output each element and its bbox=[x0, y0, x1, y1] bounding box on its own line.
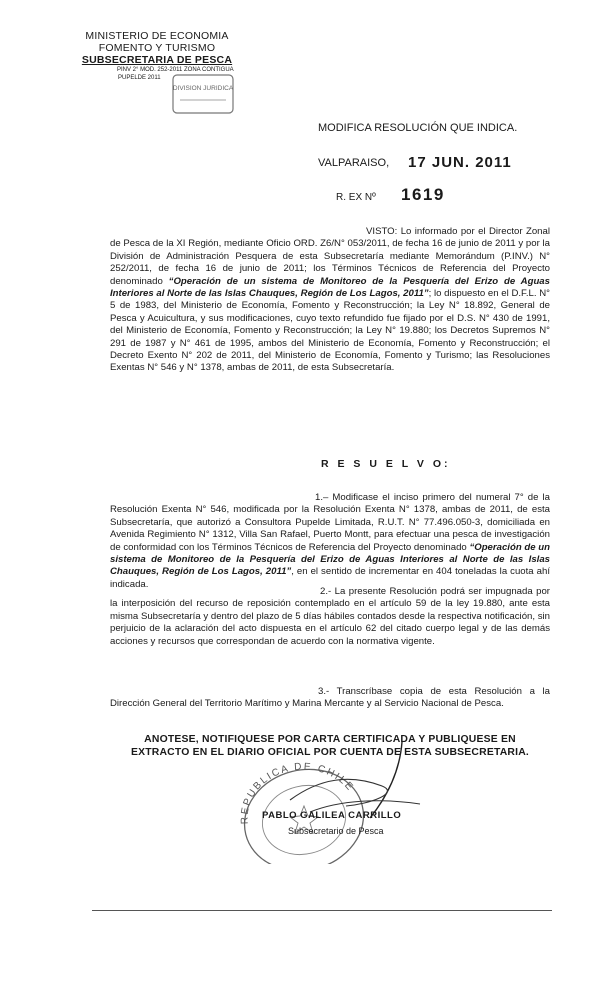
document-date: 17 JUN. 2011 bbox=[408, 154, 512, 171]
ministry-name: MINISTERIO DE ECONOMIA bbox=[85, 30, 229, 42]
signatory-name: PABLO GALILEA CARRILLO bbox=[262, 810, 402, 821]
resolution-item-1 bbox=[110, 492, 550, 591]
visto-project-name: “Operación de un sistema de Monitoreo de la Pesquería del Erizo de Aguas Interiores al Norte de las Islas Chauques, Región de Los Lagos, 2011” bbox=[110, 275, 550, 300]
subsecretaria-name: SUBSECRETARIA DE PESCA bbox=[81, 54, 233, 66]
ministry-header bbox=[62, 30, 252, 66]
closing-line-1: ANOTESE, NOTIFIQUESE POR CARTA CERTIFICADA Y PUBLIQUESE EN bbox=[144, 734, 516, 745]
seal-text: REPUBLICA DE CHILE bbox=[239, 761, 356, 825]
visto-paragraph bbox=[110, 226, 550, 375]
ministry-name-line2: FOMENTO Y TURISMO bbox=[98, 42, 216, 54]
resolution-label: R. EX Nº bbox=[336, 192, 376, 203]
document-subject: MODIFICA RESOLUCIÓN QUE INDICA. bbox=[318, 122, 518, 134]
closing-line-2: EXTRACTO EN EL DIARIO OFICIAL POR CUENTA DE ESTA SUBSECRETARIA. bbox=[130, 747, 530, 758]
item1-text-a: 1.– Modificase el inciso primero del numeral 7° de la Resolución Exenta N° 546, modificada por la Resolución Exenta N° 1378, ambas de 2011, de esta Subsecretaría, que autorizó a Consultora Pupelde Limitada, R.U.T. N° 77.496.050-3, domiciliada en Avenida Regimiento N° 1312, Villa San Rafael, Puerto Montt, para efectuar una pesca de investigación de conformidad con los Términos Técnicos de Referencia del Proyecto denominado bbox=[110, 492, 550, 553]
resolution-number: 1619 bbox=[401, 185, 445, 204]
footer-divider bbox=[92, 910, 552, 911]
resolution-item-2: 2.- La presente Resolución podrá ser impugnada por la interposición del recurso de reposición contemplado en el artículo 59 de la ley 19.880, ante esta misma Subsecretaría y dentro del plazo de 5 días hábiles contados desde la respectiva notificación, sin perjuicio de la aclaración del acto dispuesta en el artículo 62 del citado cuerpo legal y de las demás acciones y recursos que correspondan de acuerdo con la normativa vigente. bbox=[110, 586, 550, 647]
resolution-item-3: 3.- Transcríbase copia de esta Resolución a la Dirección General del Territorio Marítimo y Marina Mercante y al Servicio Nacional de Pesca. bbox=[110, 686, 550, 710]
reference-line-2: PUPELDE 2011 bbox=[118, 75, 161, 81]
item1-project-name: “Operación de un sistema de Monitoreo de la Pesquería del Erizo de Aguas Interiores al Norte de las Islas Chauques, Región de Los Lagos, 2011” bbox=[110, 541, 550, 578]
document-place: VALPARAISO, bbox=[318, 157, 390, 169]
visto-text-1: VISTO: Lo informado por el Director Zonal de Pesca de la XI Región, mediante Oficio ORD. Z6/N° 053/2011, de fecha 16 de junio de 2011 y por la División de Administración Pesquera de esta Subsecretaría mediante Memorándum (P.INV.) N° 252/2011, de fecha 16 de junio de 2011; los Términos Técnicos de Referencia del Proyecto denominado bbox=[110, 226, 550, 287]
division-juridica-stamp bbox=[170, 72, 236, 116]
visto-text-2: ; lo dispuesto en el D.F.L. N° 5 de 1983, del Ministerio de Economía, Fomento y Reconstrucción; la Ley N° 18.892, General de Pesca y Acuicultura, y sus modificaciones, cuyo texto refundido fue fijado por el D.S. N° 430 de 1991, del Ministerio de Economía, Fomento y Reconstrucción; la Ley N° 19.880; los Decretos Supremos N° 291 de 1987 y N° 461 de 1995, ambos del Ministerio de Economía, Fomento y Reconstrucción; el Decreto Exento N° 202 de 2011, del Ministerio de Economía, Fomento y Turismo; las Resoluciones Exentas N° 546 y N° 1378, ambas de 2011, de esta Subsecretaría. bbox=[110, 288, 550, 374]
reference-line-1: PINV 2° MOD. 252-2011 ZONA CONTIGUA bbox=[117, 67, 234, 73]
stamp-text: DIVISION JURIDICA bbox=[172, 85, 234, 92]
resuelvo-heading: R E S U E L V O: bbox=[321, 458, 451, 470]
item1-text-b: , en el sentido de incrementar en 404 toneladas la cuota ahí indicada. bbox=[110, 566, 550, 590]
signatory-title: Subsecretario de Pesca bbox=[288, 826, 384, 836]
